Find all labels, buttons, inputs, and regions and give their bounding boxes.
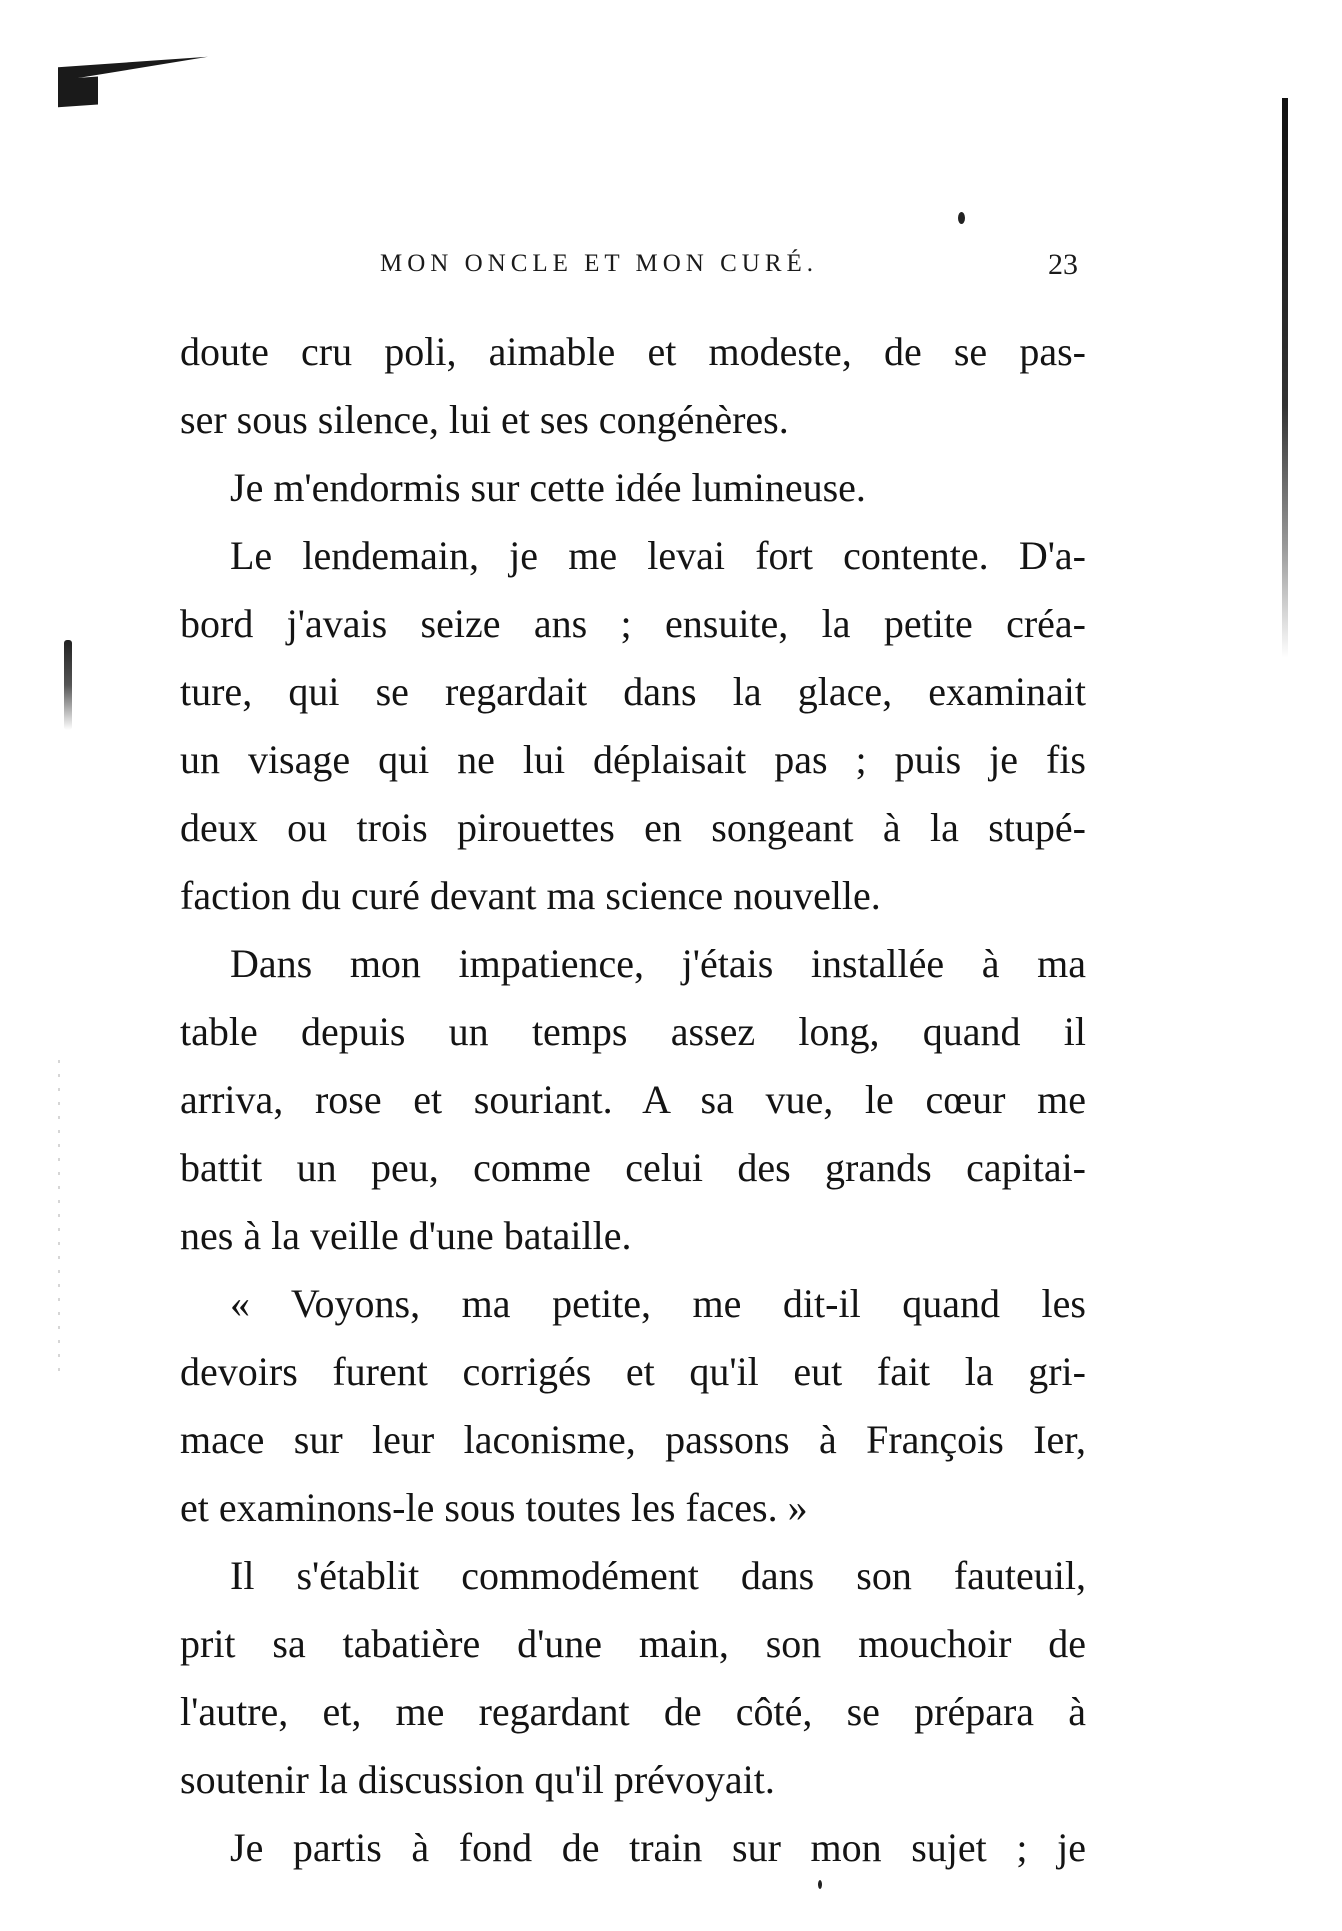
text-line: battit un peu, comme celui des grands capitai- xyxy=(180,1145,1086,1190)
text-line: « Voyons, ma petite, me dit-il quand les xyxy=(230,1281,1086,1326)
running-title: MON ONCLE ET MON CURÉ. xyxy=(380,250,819,277)
text-line: soutenir la discussion qu'il prévoyait. xyxy=(180,1757,775,1802)
text-line: l'autre, et, me regardant de côté, se prépara à xyxy=(180,1689,1086,1734)
text-line: mace sur leur laconisme, passons à François Ier, xyxy=(180,1417,1086,1462)
page-number: 23 xyxy=(1048,248,1078,281)
text-line: un visage qui ne lui déplaisait pas ; puis je fis xyxy=(180,737,1086,782)
scan-dust xyxy=(58,1060,60,1380)
text-line: ture, qui se regardait dans la glace, examinait xyxy=(180,669,1086,714)
scan-mark xyxy=(64,640,72,730)
text-line: faction du curé devant ma science nouvelle. xyxy=(180,873,881,918)
ink-speck xyxy=(958,212,965,224)
text-line: doute cru poli, aimable et modeste, de se pas- xyxy=(180,329,1086,374)
text-line: Je partis à fond de train sur mon sujet ; je xyxy=(230,1825,1086,1870)
text-line: nes à la veille d'une bataille. xyxy=(180,1213,632,1258)
text-line: devoirs furent corrigés et qu'il eut fait la gri- xyxy=(180,1349,1086,1394)
text-line: deux ou trois pirouettes en songeant à la stupé- xyxy=(180,805,1086,850)
text-line: table depuis un temps assez long, quand il xyxy=(180,1009,1086,1054)
text-line: bord j'avais seize ans ; ensuite, la petite créa- xyxy=(180,601,1086,646)
text-line: ser sous silence, lui et ses congénères. xyxy=(180,397,789,442)
page-edge-shadow xyxy=(1282,98,1288,658)
text-body xyxy=(180,318,1086,1882)
text-line: Je m'endormis sur cette idée lumineuse. xyxy=(230,465,866,510)
text-line: Dans mon impatience, j'étais installée à ma xyxy=(230,941,1086,986)
text-line: Le lendemain, je me levai fort contente. D'a- xyxy=(230,533,1086,578)
text-line: prit sa tabatière d'une main, son mouchoir de xyxy=(180,1621,1086,1666)
scan-smudge xyxy=(58,57,208,81)
text-line: Il s'établit commodément dans son fauteuil, xyxy=(230,1553,1086,1598)
text-line: et examinons-le sous toutes les faces. » xyxy=(180,1485,808,1530)
text-line: arriva, rose et souriant. A sa vue, le cœur me xyxy=(180,1077,1086,1122)
